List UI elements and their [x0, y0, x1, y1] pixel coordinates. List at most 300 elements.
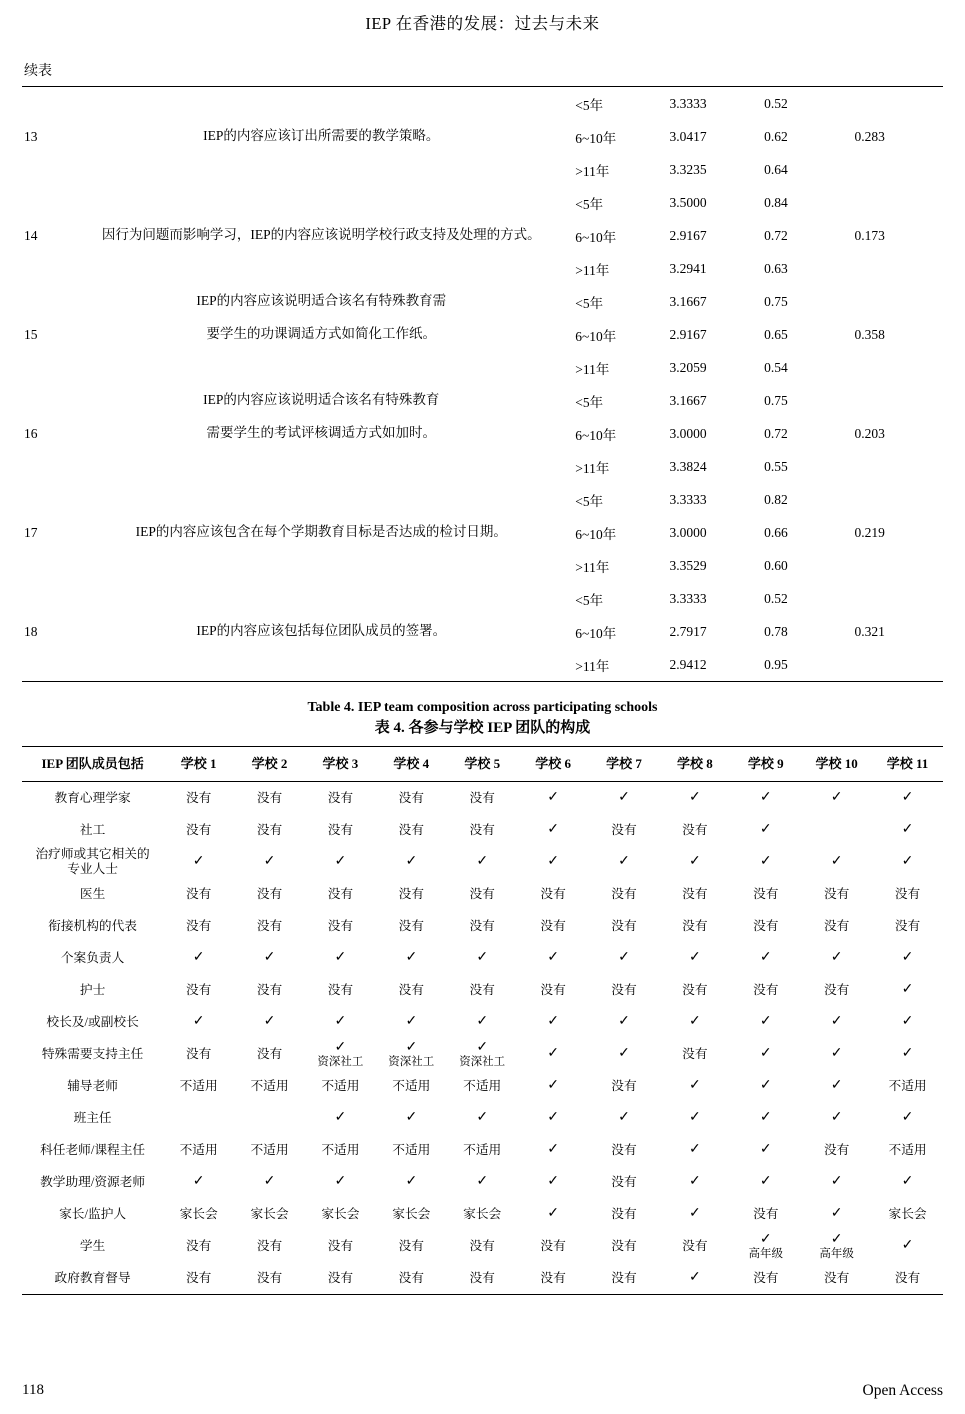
cell: ✓	[476, 1110, 489, 1125]
sd-value: 0.66	[764, 524, 788, 540]
row-number	[22, 186, 67, 219]
cell: ✓	[830, 790, 843, 805]
sd-value: 0.95	[764, 648, 854, 682]
cell: ✓	[901, 1174, 914, 1189]
table-row	[22, 846, 943, 878]
table-4-body	[22, 782, 943, 1295]
mean-value: 3.3235	[669, 161, 707, 177]
table-4-caption	[22, 698, 943, 740]
cell: ✓	[618, 1014, 630, 1029]
table-row	[22, 814, 943, 846]
group-label: >11年	[575, 559, 610, 575]
cell: 不适用	[888, 1078, 927, 1093]
cell: ✓	[830, 1110, 843, 1125]
mean-value: 2.9412	[670, 648, 765, 682]
cell: 没有	[682, 822, 708, 837]
cell-mark: ✓	[405, 1039, 418, 1055]
row-label: 教学助理/资源老师	[40, 1174, 146, 1189]
row-label: 教育心理学家	[54, 790, 131, 805]
cell: 没有	[823, 982, 850, 997]
table-row	[22, 516, 943, 549]
row-number	[22, 87, 67, 121]
table-row	[22, 87, 943, 121]
cell: 没有	[611, 918, 637, 933]
cell: 没有	[398, 918, 424, 933]
cell: 没有	[398, 982, 424, 997]
cell: ✓	[476, 950, 489, 965]
table-row	[22, 1198, 943, 1230]
cell: 没有	[894, 918, 921, 933]
cell: ✓	[405, 1174, 418, 1189]
cell: 不适用	[179, 1078, 218, 1093]
group-label: 6~10年	[575, 526, 617, 542]
mean-value: 3.1667	[669, 293, 707, 309]
mean-value: 3.2059	[669, 359, 707, 375]
row-label: 学生	[79, 1238, 106, 1253]
cell: ✓	[192, 950, 205, 965]
sd-value: 0.82	[764, 491, 788, 507]
table-row	[22, 878, 943, 910]
cell-mark: ✓	[759, 1231, 772, 1247]
cell: ✓	[759, 1142, 772, 1157]
cell: ✓	[618, 1110, 630, 1125]
page-footer	[22, 1382, 943, 1400]
mean-value: 3.0417	[669, 128, 707, 144]
row-statement-line: 要学生的功课调适方式如简化工作纸。	[206, 326, 436, 342]
cell-note: 资深社工	[388, 1055, 435, 1068]
p-value: 0.219	[854, 524, 885, 540]
p-value	[854, 549, 943, 582]
mean-value: 3.3333	[669, 590, 707, 606]
column-header-school-7: 学校 7	[589, 747, 660, 782]
sd-value: 0.55	[764, 458, 788, 474]
row-statement: IEP的内容应该包括每位团队成员的签署。	[196, 623, 447, 639]
cell	[234, 1102, 305, 1134]
cell: 家长会	[179, 1206, 218, 1221]
cell: ✓	[901, 982, 914, 997]
cell: 没有	[611, 886, 637, 901]
cell: ✓	[759, 1014, 772, 1029]
row-label: 家长/监护人	[59, 1206, 127, 1221]
row-number: 13	[24, 128, 38, 144]
mean-value: 3.2941	[669, 260, 707, 276]
cell: 没有	[185, 822, 212, 837]
p-value	[854, 483, 943, 516]
cell: 没有	[823, 886, 850, 901]
cell: 没有	[305, 1262, 376, 1295]
cell: ✓	[901, 950, 914, 965]
cell: ✓	[901, 1238, 914, 1253]
cell: 没有	[611, 982, 637, 997]
cell: ✓	[618, 950, 630, 965]
column-header-school-10: 学校 10	[801, 747, 872, 782]
row-label: 辅导老师	[67, 1078, 118, 1093]
p-value	[854, 186, 943, 219]
table-4-caption-cn: 表 4. 各参与学校 IEP 团队的构成	[374, 720, 591, 737]
cell: 没有	[185, 790, 212, 805]
cell: 没有	[469, 822, 495, 837]
mean-value: 3.3333	[669, 491, 707, 507]
sd-value: 0.54	[764, 359, 788, 375]
cell: ✓	[901, 1110, 914, 1125]
column-header-school-11: 学校 11	[872, 747, 943, 782]
cell: ✓	[759, 950, 772, 965]
row-label: 科任老师/课程主任	[40, 1142, 146, 1157]
p-value: 0.358	[854, 326, 885, 342]
cell: ✓	[547, 822, 559, 837]
cell: 没有	[327, 790, 354, 805]
row-label: 医生	[79, 886, 106, 901]
cell: 没有	[872, 1262, 943, 1295]
row-number	[22, 450, 67, 483]
cell: 没有	[611, 1174, 637, 1189]
cell: 没有	[398, 790, 424, 805]
group-label: <5年	[575, 592, 604, 608]
row-label	[22, 846, 163, 878]
cell-note: 高年级	[748, 1247, 783, 1260]
cell: 没有	[376, 1262, 447, 1295]
table-row	[22, 648, 943, 682]
row-label-line1: 治疗师或其它相关的	[35, 847, 150, 862]
cell: ✓	[618, 854, 630, 869]
sd-value: 0.52	[764, 87, 854, 121]
table-row	[22, 1102, 943, 1134]
sd-value: 0.52	[764, 590, 788, 606]
cell: 没有	[469, 790, 495, 805]
cell: 没有	[256, 1238, 283, 1253]
cell: 没有	[540, 918, 566, 933]
mean-value: 3.3824	[669, 458, 707, 474]
table-row	[22, 974, 943, 1006]
p-value	[854, 648, 943, 682]
cell: 没有	[611, 1078, 637, 1093]
cell-note: 资深社工	[459, 1055, 506, 1068]
cell: 没有	[753, 918, 779, 933]
sd-value: 0.75	[764, 392, 788, 408]
cell: 家长会	[463, 1206, 502, 1221]
group-label: 6~10年	[575, 229, 617, 245]
row-statement-line: IEP的内容应该说明适合该名有特殊教育	[203, 392, 440, 408]
mean-value: 3.5000	[669, 194, 707, 210]
cell: ✓	[901, 1014, 914, 1029]
cell: ✓	[830, 854, 843, 869]
cell: 没有	[611, 1142, 637, 1157]
group-label: >11年	[575, 648, 669, 682]
cell: ✓	[830, 1206, 843, 1221]
table-row	[22, 1230, 943, 1262]
table-row	[22, 219, 943, 252]
cell: 没有	[185, 1238, 212, 1253]
cell: 不适用	[463, 1078, 502, 1093]
cell	[801, 1230, 872, 1262]
cell: 没有	[753, 886, 779, 901]
row-statement	[67, 351, 575, 384]
row-statement	[67, 252, 575, 285]
cell: 没有	[801, 1262, 872, 1295]
cell	[801, 814, 872, 846]
cell: ✓	[618, 1046, 630, 1061]
cell: 没有	[163, 1262, 234, 1295]
row-label-line2: 专业人士	[67, 862, 118, 877]
cell: ✓	[689, 1110, 701, 1125]
cell: ✓	[547, 1206, 559, 1221]
table-row	[22, 942, 943, 974]
cell: ✓	[405, 854, 418, 869]
cell: 没有	[730, 1262, 801, 1295]
row-number	[22, 648, 67, 682]
p-value	[854, 582, 943, 615]
table-row	[22, 153, 943, 186]
row-statement	[67, 186, 575, 219]
row-statement: 因行为问题而影响学习，IEP的内容应该说明学校行政支持及处理的方式。	[101, 227, 541, 243]
mean-value: 3.0000	[669, 425, 707, 441]
cell: 不适用	[888, 1142, 927, 1157]
cell: 不适用	[392, 1078, 431, 1093]
cell: 家长会	[392, 1206, 431, 1221]
row-number	[22, 252, 67, 285]
cell: 没有	[447, 1262, 518, 1295]
cell: 没有	[327, 886, 354, 901]
row-statement-line: IEP的内容应该说明适合该名有特殊教育需	[196, 293, 447, 309]
cell: ✓	[334, 1110, 347, 1125]
column-header-school-6: 学校 6	[518, 747, 589, 782]
table-3-continued	[22, 86, 943, 682]
row-statement	[67, 87, 575, 121]
cell: 不适用	[250, 1142, 289, 1157]
column-header-school-4: 学校 4	[376, 747, 447, 782]
cell: ✓	[901, 822, 914, 837]
cell: ✓	[759, 822, 772, 837]
p-value	[854, 351, 943, 384]
cell: 没有	[682, 982, 708, 997]
cell: 没有	[185, 982, 212, 997]
sd-value: 0.72	[764, 227, 788, 243]
table-row	[22, 782, 943, 815]
cell: ✓	[547, 1046, 559, 1061]
cell: ✓	[405, 1014, 418, 1029]
cell: ✓	[901, 854, 914, 869]
cell: 不适用	[321, 1142, 360, 1157]
sd-value: 0.64	[764, 161, 788, 177]
cell: ✓	[334, 1174, 347, 1189]
cell: ✓	[659, 1262, 730, 1295]
cell: 没有	[823, 918, 850, 933]
cell: ✓	[689, 1206, 701, 1221]
cell: 没有	[256, 790, 283, 805]
p-value	[854, 450, 943, 483]
group-label: 6~10年	[575, 625, 617, 641]
cell: ✓	[192, 1014, 205, 1029]
cell: ✓	[334, 950, 347, 965]
cell: 没有	[823, 1142, 850, 1157]
sd-value: 0.78	[764, 623, 788, 639]
cell: 没有	[327, 822, 354, 837]
cell: 没有	[256, 886, 283, 901]
row-number	[22, 153, 67, 186]
page-number: 118	[22, 1382, 44, 1398]
table-row	[22, 910, 943, 942]
column-header-school-1: 学校 1	[163, 747, 234, 782]
row-label: 班主任	[73, 1110, 112, 1125]
open-access-label: Open Access	[862, 1382, 943, 1399]
cell: 没有	[469, 918, 495, 933]
table-4-caption-en: Table 4. IEP team composition across participating schools	[307, 700, 658, 715]
cell: 没有	[327, 918, 354, 933]
cell: ✓	[689, 1078, 701, 1093]
row-number	[22, 549, 67, 582]
row-label: 个案负责人	[60, 950, 125, 965]
sd-value: 0.65	[764, 326, 788, 342]
cell: 家长会	[321, 1206, 360, 1221]
column-header-school-9: 学校 9	[730, 747, 801, 782]
row-statement-line: 需要学生的考试评核调适方式如加时。	[206, 425, 436, 441]
table-row	[22, 285, 943, 318]
row-label: 校长及/或副校长	[46, 1014, 139, 1029]
cell: ✓	[405, 950, 418, 965]
cell: ✓	[759, 1078, 772, 1093]
cell: ✓	[476, 854, 489, 869]
sd-value: 0.63	[764, 260, 788, 276]
row-statement	[67, 153, 575, 186]
sd-value: 0.60	[764, 557, 788, 573]
cell: ✓	[759, 790, 772, 805]
table-row	[22, 417, 943, 450]
cell-note: 资深社工	[317, 1055, 364, 1068]
mean-value: 3.1667	[669, 392, 707, 408]
column-header-member: IEP 团队成员包括	[22, 747, 163, 782]
cell: ✓	[547, 1078, 559, 1093]
p-value: 0.321	[854, 623, 885, 639]
cell: ✓	[689, 1142, 701, 1157]
cell: 不适用	[250, 1078, 289, 1093]
cell: 没有	[589, 1262, 660, 1295]
cell: 家长会	[888, 1206, 927, 1221]
cell: ✓	[263, 1014, 276, 1029]
row-label: 社工	[79, 822, 106, 837]
cell: 不适用	[392, 1142, 431, 1157]
row-number	[22, 351, 67, 384]
table-row	[22, 549, 943, 582]
table-row	[22, 351, 943, 384]
cell: ✓	[547, 1110, 559, 1125]
running-head: IEP 在香港的发展：过去与未来	[365, 14, 600, 33]
p-value	[854, 384, 943, 417]
column-header-school-3: 学校 3	[305, 747, 376, 782]
row-label: 特殊需要支持主任	[41, 1046, 144, 1061]
row-number	[22, 285, 67, 318]
row-label: 护士	[79, 982, 106, 997]
cell: ✓	[405, 1110, 418, 1125]
cell: ✓	[689, 1174, 701, 1189]
group-label: <5年	[575, 394, 604, 410]
cell: 没有	[469, 1238, 495, 1253]
cell: 不适用	[321, 1078, 360, 1093]
mean-value: 2.9167	[669, 326, 707, 342]
mean-value: 3.3333	[670, 87, 765, 121]
cell: 没有	[398, 886, 424, 901]
cell: ✓	[547, 854, 559, 869]
row-number: 17	[24, 524, 38, 540]
sd-value: 0.72	[764, 425, 788, 441]
row-statement	[67, 582, 575, 615]
row-number: 16	[24, 425, 38, 441]
row-statement	[67, 483, 575, 516]
cell	[447, 1038, 518, 1070]
cell: 没有	[185, 886, 212, 901]
table-row	[22, 186, 943, 219]
group-label: 6~10年	[575, 328, 617, 344]
cell: 没有	[753, 982, 779, 997]
cell: ✓	[263, 950, 276, 965]
cell: ✓	[618, 790, 630, 805]
cell: 家长会	[250, 1206, 289, 1221]
row-number: 15	[24, 326, 38, 342]
row-number	[22, 384, 67, 417]
p-value	[854, 285, 943, 318]
cell: 没有	[256, 822, 283, 837]
cell: 没有	[682, 918, 708, 933]
p-value: 0.283	[854, 128, 885, 144]
mean-value: 3.0000	[669, 524, 707, 540]
table-row	[22, 318, 943, 351]
cell: ✓	[830, 1046, 843, 1061]
cell: ✓	[476, 1174, 489, 1189]
table-row	[22, 1038, 943, 1070]
group-label: >11年	[575, 460, 610, 476]
cell: 没有	[682, 1046, 708, 1061]
p-value: 0.173	[854, 227, 885, 243]
cell: ✓	[830, 1078, 843, 1093]
table-row	[22, 384, 943, 417]
cell: 没有	[753, 1206, 779, 1221]
cell: ✓	[689, 790, 701, 805]
cell: ✓	[476, 1014, 489, 1029]
table-row	[22, 483, 943, 516]
row-label: 政府教育督导	[22, 1262, 163, 1295]
sd-value: 0.75	[764, 293, 788, 309]
table-row	[22, 450, 943, 483]
cell: 没有	[682, 886, 708, 901]
cell-note: 高年级	[819, 1247, 854, 1260]
cell: 没有	[234, 1262, 305, 1295]
p-value: 0.203	[854, 425, 885, 441]
cell: 没有	[518, 1262, 589, 1295]
sd-value: 0.62	[764, 128, 788, 144]
cell: ✓	[901, 790, 914, 805]
cell: 没有	[682, 1238, 708, 1253]
row-number	[22, 582, 67, 615]
cell: 没有	[185, 918, 212, 933]
cell: 没有	[185, 1046, 212, 1061]
table-row	[22, 120, 943, 153]
cell: 没有	[256, 918, 283, 933]
column-header-school-5: 学校 5	[447, 747, 518, 782]
row-statement: IEP的内容应该订出所需要的教学策略。	[203, 128, 440, 144]
cell: ✓	[689, 1014, 701, 1029]
group-label: <5年	[575, 295, 604, 311]
table-row	[22, 1134, 943, 1166]
row-statement: IEP的内容应该包含在每个学期教育目标是否达成的检讨日期。	[135, 524, 507, 540]
cell: 没有	[327, 1238, 354, 1253]
cell: 没有	[398, 1238, 424, 1253]
table-row	[22, 252, 943, 285]
cell: ✓	[547, 950, 559, 965]
cell: 没有	[256, 982, 283, 997]
row-label: 衔接机构的代表	[48, 918, 137, 933]
cell: 没有	[611, 1206, 637, 1221]
table-row	[22, 615, 943, 648]
cell: 没有	[540, 982, 566, 997]
